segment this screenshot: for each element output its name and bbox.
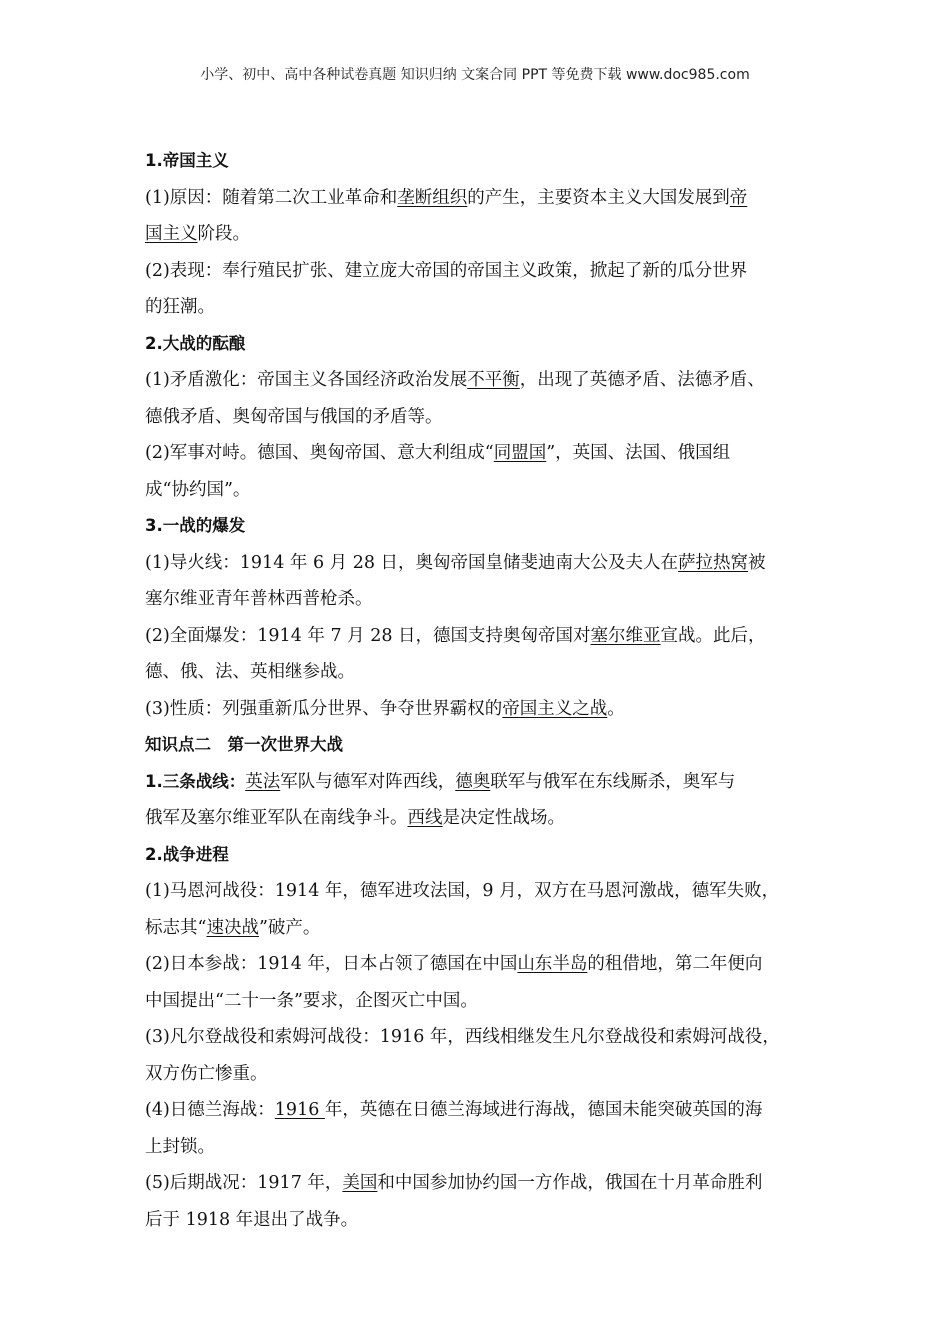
text-segment: ”破产。 (258, 917, 321, 938)
text-segment: 。 (607, 698, 625, 719)
text-segment: 塞尔维亚青年普林西普枪杀。 (145, 589, 373, 609)
text-segment: 的狂潮。 (145, 297, 215, 317)
text-segment: 中国提出“二十一条”要求，企图灭亡中国。 (145, 990, 478, 1011)
text-line (145, 654, 810, 691)
document-body (145, 143, 810, 1238)
text-line (145, 180, 810, 217)
underlined-answer: 西线 (407, 808, 443, 828)
text-segment: 年，英德在日德兰海域进行海战，德国未能突破英国的海 (324, 1100, 763, 1120)
text-segment: 德俄矛盾、奥匈帝国与俄国的矛盾等。 (145, 406, 443, 427)
text-segment: (1)矛盾激化：帝国主义各国经济政治发展 (145, 370, 468, 390)
text-line (145, 1202, 810, 1239)
text-line (145, 618, 810, 655)
text-segment: ”，英国、法国、俄国组 (546, 443, 731, 463)
text-segment: 3.一战的爆发 (145, 516, 246, 535)
text-line (145, 1092, 810, 1129)
text-line (145, 983, 810, 1020)
underlined-answer: 1916 (274, 1100, 325, 1120)
text-line (145, 1056, 810, 1093)
text-segment: 的产生，主要资本主义大国发展到 (467, 187, 730, 208)
underlined-answer: 国主义 (145, 224, 198, 244)
text-segment: 是决定性战场。 (442, 808, 565, 828)
text-line (145, 362, 810, 399)
text-segment: 后于 1918 年退出了战争。 (145, 1209, 359, 1230)
text-line (145, 1019, 810, 1056)
text-line (145, 581, 810, 618)
text-line (145, 399, 810, 436)
text-segment: 的租借地，第二年便向 (587, 954, 763, 974)
underlined-answer: 不平衡 (467, 370, 520, 390)
text-line (145, 800, 810, 837)
text-line (145, 472, 810, 509)
underlined-answer: 速决战 (206, 917, 259, 938)
heading-knowledge-point-2 (145, 727, 810, 764)
text-line (145, 216, 810, 253)
text-segment: 宣战。此后， (660, 625, 766, 646)
text-segment: (1)原因：随着第二次工业革命和 (145, 187, 398, 208)
text-segment: 2.战争进程 (145, 844, 229, 864)
underlined-answer: 山东半岛 (517, 954, 588, 974)
text-line (145, 910, 810, 947)
text-line (145, 691, 810, 728)
underlined-answer: 同盟国 (493, 443, 547, 463)
underlined-answer: 德奥 (455, 771, 491, 792)
text-segment: (3)凡尔登战役和索姆河战役：1916 年，西线相继发生凡尔登战役和索姆河战役， (145, 1027, 780, 1047)
text-segment: (2)全面爆发：1914 年 7 月 28 日，德国支持奥匈帝国对 (145, 625, 591, 646)
text-segment: 上封锁。 (145, 1136, 215, 1157)
text-segment: 成“协约国”。 (145, 479, 251, 500)
heading-brewing (145, 326, 810, 363)
text-segment: ，出现了英德矛盾、法德矛盾、 (519, 370, 765, 390)
text-segment: 德、俄、法、英相继参战。 (145, 662, 355, 682)
underlined-answer: 帝国主义之战 (502, 698, 608, 719)
text-segment: (3)性质：列强重新瓜分世界、争夺世界霸权的 (145, 698, 503, 719)
underlined-answer: 萨拉热窝 (678, 552, 749, 573)
page-header: 小学、初中、高中各种试卷真题 知识归纳 文案合同 PPT 等免费下载 www.doc985.com (200, 67, 750, 83)
text-segment: 1.三条战线： (145, 771, 246, 791)
text-segment: 阶段。 (197, 224, 250, 244)
text-segment: (1)导火线：1914 年 6 月 28 日，奥匈帝国皇储斐迪南大公及夫人在 (145, 552, 679, 573)
text-line (145, 1129, 810, 1166)
text-segment: 双方伤亡惨重。 (145, 1063, 268, 1084)
underlined-answer: 塞尔维亚 (590, 625, 661, 646)
text-segment: 联军与俄军在东线厮杀，奥军与 (490, 771, 736, 792)
heading-outbreak (145, 508, 810, 545)
text-segment: 标志其“ (145, 917, 207, 938)
text-line (145, 253, 810, 290)
text-line (145, 764, 810, 801)
text-segment: 1.帝国主义 (145, 151, 229, 170)
text-segment: 被 (748, 552, 766, 573)
text-segment: (2)日本参战：1914 年，日本占领了德国在中国 (145, 954, 518, 974)
text-segment: (2)表现：奉行殖民扩张、建立庞大帝国的帝国主义政策，掀起了新的瓜分世界 (145, 260, 748, 281)
text-segment: 知识点二 第一次世界大战 (145, 735, 343, 754)
heading-imperialism (145, 143, 810, 180)
underlined-answer: 帝 (729, 187, 748, 208)
text-segment: (2)军事对峙。德国、奥匈帝国、意大利组成“ (145, 443, 494, 463)
text-segment: (5)后期战况：1917 年， (145, 1173, 343, 1193)
text-segment: 俄军及塞尔维亚军队在南线争斗。 (145, 808, 408, 828)
text-segment: (1)马恩河战役：1914 年，德军进攻法国，9 月，双方在马恩河激战，德军失败， (145, 881, 780, 901)
text-line (145, 1165, 810, 1202)
underlined-answer: 垄断组织 (397, 187, 468, 208)
text-line (145, 435, 810, 472)
text-segment: 2.大战的酝酿 (145, 333, 246, 353)
text-segment: (4)日德兰海战： (145, 1100, 275, 1120)
text-line (145, 545, 810, 582)
underlined-answer: 英法 (245, 771, 281, 792)
text-segment: 军队与德军对阵西线， (280, 771, 456, 792)
text-line (145, 873, 810, 910)
underlined-answer: 美国 (342, 1173, 378, 1193)
heading-war-process (145, 837, 810, 874)
text-segment: 和中国参加协约国一方作战，俄国在十月革命胜利 (377, 1173, 763, 1193)
text-line (145, 946, 810, 983)
text-line (145, 289, 810, 326)
